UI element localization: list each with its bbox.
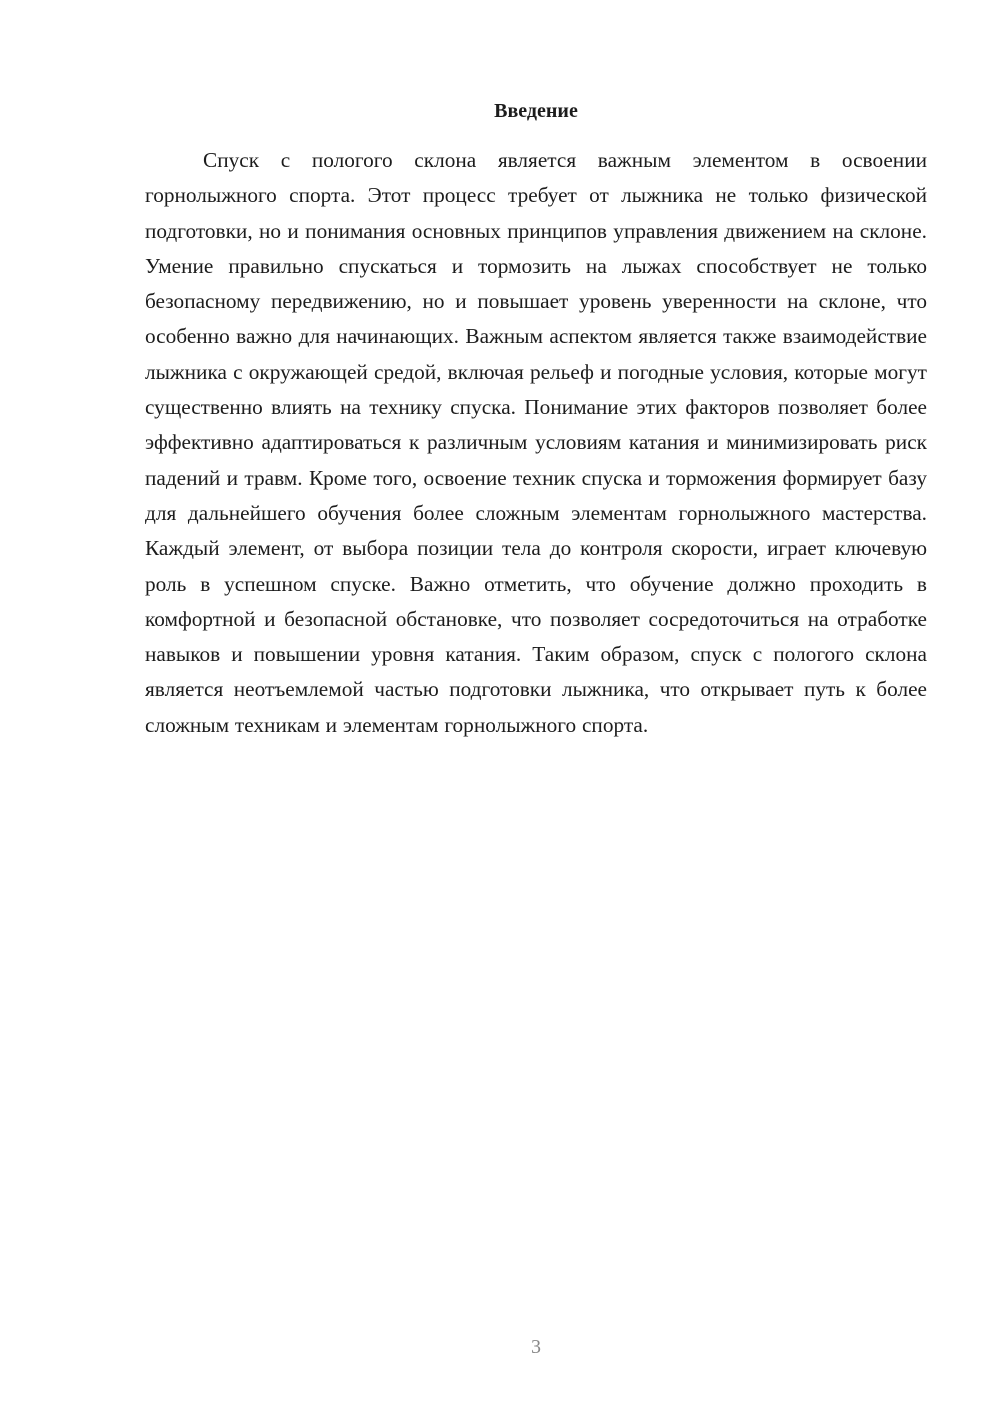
body-paragraph: Спуск с пологого склона является важным элементом в освоении горнолыжного спорта. Этот процесс требует от лыжника не только физической подготовки, но и понимания основных принципов управления движением на склоне. Умение правильно спускаться и тормозить на лыжах способствует не только безопасному передвижению, но и повышает уровень уверенности на склоне, что особенно важно для начинающих. Важным аспектом является также взаимодействие лыжника с окружающей средой, включая рельеф и погодные условия, которые могут существенно влиять на технику спуска. Понимание этих факторов позволяет более эффективно адаптироваться к различным условиям катания и минимизировать риск падений и травм. Кроме того, освоение техник спуска и торможения формирует базу для дальнейшего обучения более сложным элементам горнолыжного мастерства. Каждый элемент, от выбора позиции тела до контроля скорости, играет ключевую роль в успешном спуске. Важно отметить, что обучение должно проходить в комфортной и безопасной обстановке, что позволяет сосредоточиться на отработке навыков и повышении уровня катания. Таким образом, спуск с пологого склона является неотъемлемой частью подготовки лыжника, что открывает путь к более сложным техникам и элементам горнолыжного спорта. — [145, 148, 927, 737]
page-number: 3 — [531, 1336, 541, 1358]
page-title: Введение — [494, 100, 578, 122]
